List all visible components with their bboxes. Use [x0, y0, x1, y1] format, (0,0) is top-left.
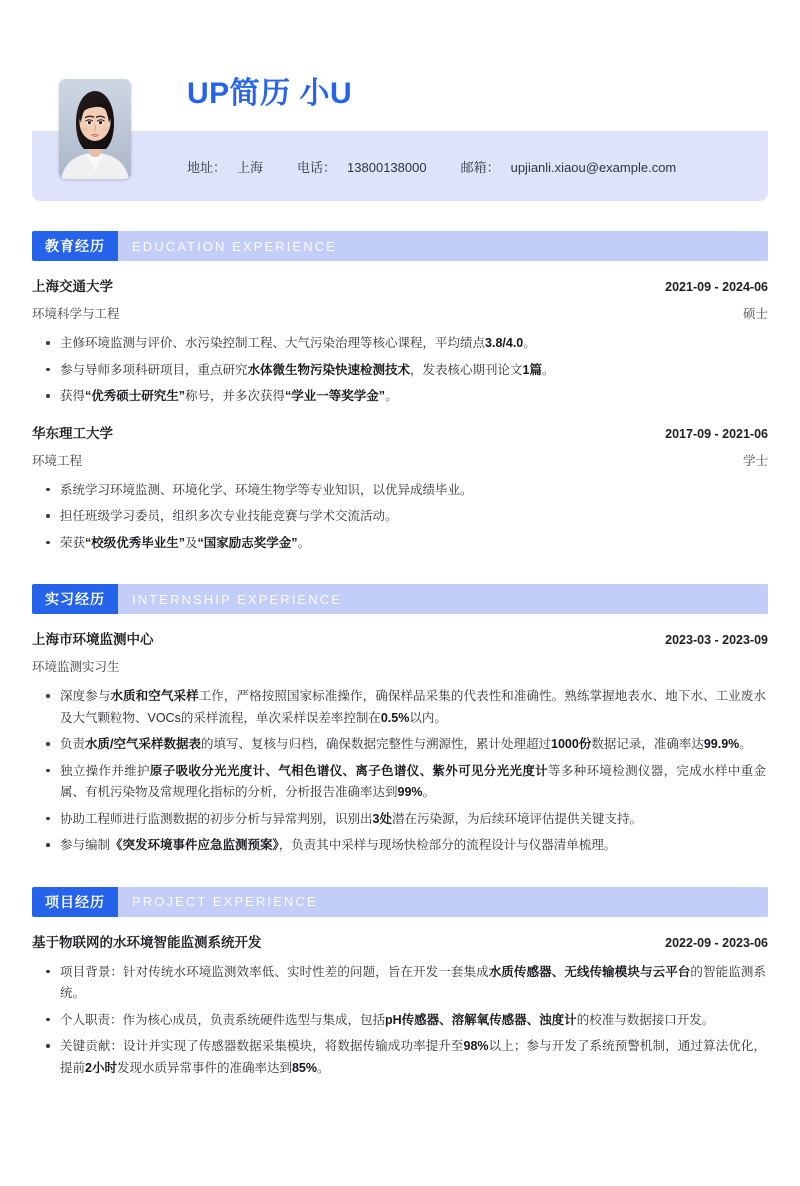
entry-subtitle: 环境科学与工程 [32, 307, 120, 321]
portrait-photo-icon [59, 79, 131, 179]
contact-email-label: 邮箱： [460, 159, 500, 175]
entry [32, 422, 768, 555]
resume-header [32, 56, 768, 201]
list-item: 系统学习环境监测、环境化学、环境生物学等专业知识，以优异成绩毕业。 [60, 480, 768, 502]
entry-bullet-list [32, 962, 768, 1080]
entry-subtitle: 环境监测实习生 [32, 660, 120, 674]
contact-row [187, 157, 710, 176]
section-1 [32, 231, 768, 554]
entry-degree: 硕士 [742, 307, 768, 321]
list-item: 深度参与水质和空气采样工作，严格按照国家标准操作，确保样品采集的代表性和准确性。熟练掌握地表水、地下水、工业废水及大气颗粒物、VOCs的采样流程，单次采样误差率控制在0.5%以内。 [60, 686, 768, 729]
entry-title-row [32, 628, 768, 648]
entry-subtitle: 环境工程 [32, 453, 83, 468]
entry-title: 上海市环境监测中心 [32, 632, 154, 647]
section-english-label: INTERNSHIP EXPERIENCE [132, 591, 343, 607]
contact-address-label: 地址： [187, 159, 227, 175]
entry-bullet-list [32, 480, 768, 555]
entry-title: 上海交通大学 [32, 279, 113, 294]
list-item: 获得“优秀硕士研究生”称号，并多次获得“学业一等奖学金”。 [60, 386, 768, 408]
resume-sections [32, 231, 768, 1079]
list-item: 负责水质/空气采样数据表的填写、复核与归档，确保数据完整性与溯源性，累计处理超过1000份数据记录，准确率达99.9%。 [60, 734, 768, 756]
entry-bullet-list [32, 686, 768, 857]
entry-title-row [32, 422, 768, 442]
list-item: 关键贡献：设计并实现了传感器数据采集模块，将数据传输成功率提升至98%以上；参与开发了系统预警机制，通过算法优化，提前2小时发现水质异常事件的准确率达到85%。 [60, 1036, 768, 1079]
list-item: 荣获“校级优秀毕业生”及“国家励志奖学金”。 [60, 533, 768, 555]
entry-degree: 学士 [742, 453, 768, 468]
entry-bullet-list [32, 333, 768, 408]
section-header-bar [32, 231, 768, 261]
list-item: 担任班级学习委员，组织多次专业技能竞赛与学术交流活动。 [60, 506, 768, 528]
entry-subtitle-row [32, 657, 768, 675]
list-item: 参与导师多项科研项目，重点研究水体微生物污染快速检测技术，发表核心期刊论文1篇。 [60, 360, 768, 382]
contact-email [461, 157, 677, 176]
entry [32, 628, 768, 857]
list-item: 主修环境监测与评价、水污染控制工程、大气污染治理等核心课程，平均绩点3.8/4.0。 [60, 333, 768, 355]
header-contact-band [32, 131, 768, 201]
section-tag-label: 项目经历 [32, 887, 118, 917]
contact-address [187, 157, 263, 176]
entry-date: 2017-09 - 2021-06 [665, 426, 768, 441]
entry-date: 2021-09 - 2024-06 [665, 280, 768, 294]
entry-subtitle-row [32, 304, 768, 322]
page-title: UP简历 小U [187, 77, 353, 110]
entry-date: 2022-09 - 2023-06 [665, 935, 768, 950]
resume-page [0, 56, 800, 1186]
section-tag-label: 教育经历 [32, 231, 118, 261]
list-item: 独立操作并维护原子吸收分光光度计、气相色谱仪、离子色谱仪、紫外可见分光光度计等多种环境检测仪器，完成水样中重金属、有机污染物及常规理化指标的分析，分析报告准确率达到99%。 [60, 761, 768, 804]
list-item: 个人职责：作为核心成员，负责系统硬件选型与集成，包括pH传感器、溶解氧传感器、浊度计的校准与数据接口开发。 [60, 1010, 768, 1032]
contact-phone-value: 13800138000 [347, 159, 427, 175]
contact-address-value: 上海 [237, 159, 264, 175]
section-3 [32, 887, 768, 1080]
contact-email-value: upjianli.xiaou@example.com [510, 159, 677, 175]
entry [32, 275, 768, 408]
contact-phone [297, 157, 427, 176]
entry-title: 华东理工大学 [32, 425, 113, 441]
section-2 [32, 584, 768, 857]
entry [32, 931, 768, 1080]
entry-title: 基于物联网的水环境智能监测系统开发 [32, 934, 262, 950]
entry-title-row [32, 931, 768, 951]
avatar [59, 79, 131, 179]
entry-title-row [32, 275, 768, 295]
section-header-bar [32, 584, 768, 614]
entry-date: 2023-03 - 2023-09 [665, 633, 768, 647]
entry-subtitle-row [32, 451, 768, 469]
header-name-band [32, 56, 768, 131]
list-item: 项目背景：针对传统水环境监测效率低、实时性差的问题，旨在开发一套集成水质传感器、无线传输模块与云平台的智能监测系统。 [60, 962, 768, 1005]
list-item: 参与编制《突发环境事件应急监测预案》，负责其中采样与现场快检部分的流程设计与仪器清单梳理。 [60, 835, 768, 857]
section-english-label: PROJECT EXPERIENCE [132, 894, 318, 909]
section-tag-label: 实习经历 [32, 584, 118, 614]
list-item: 协助工程师进行监测数据的初步分析与异常判别，识别出3处潜在污染源，为后续环境评估提供关键支持。 [60, 809, 768, 831]
contact-phone-label: 电话： [297, 159, 337, 175]
section-header-bar [32, 887, 768, 917]
section-english-label: EDUCATION EXPERIENCE [132, 238, 338, 254]
